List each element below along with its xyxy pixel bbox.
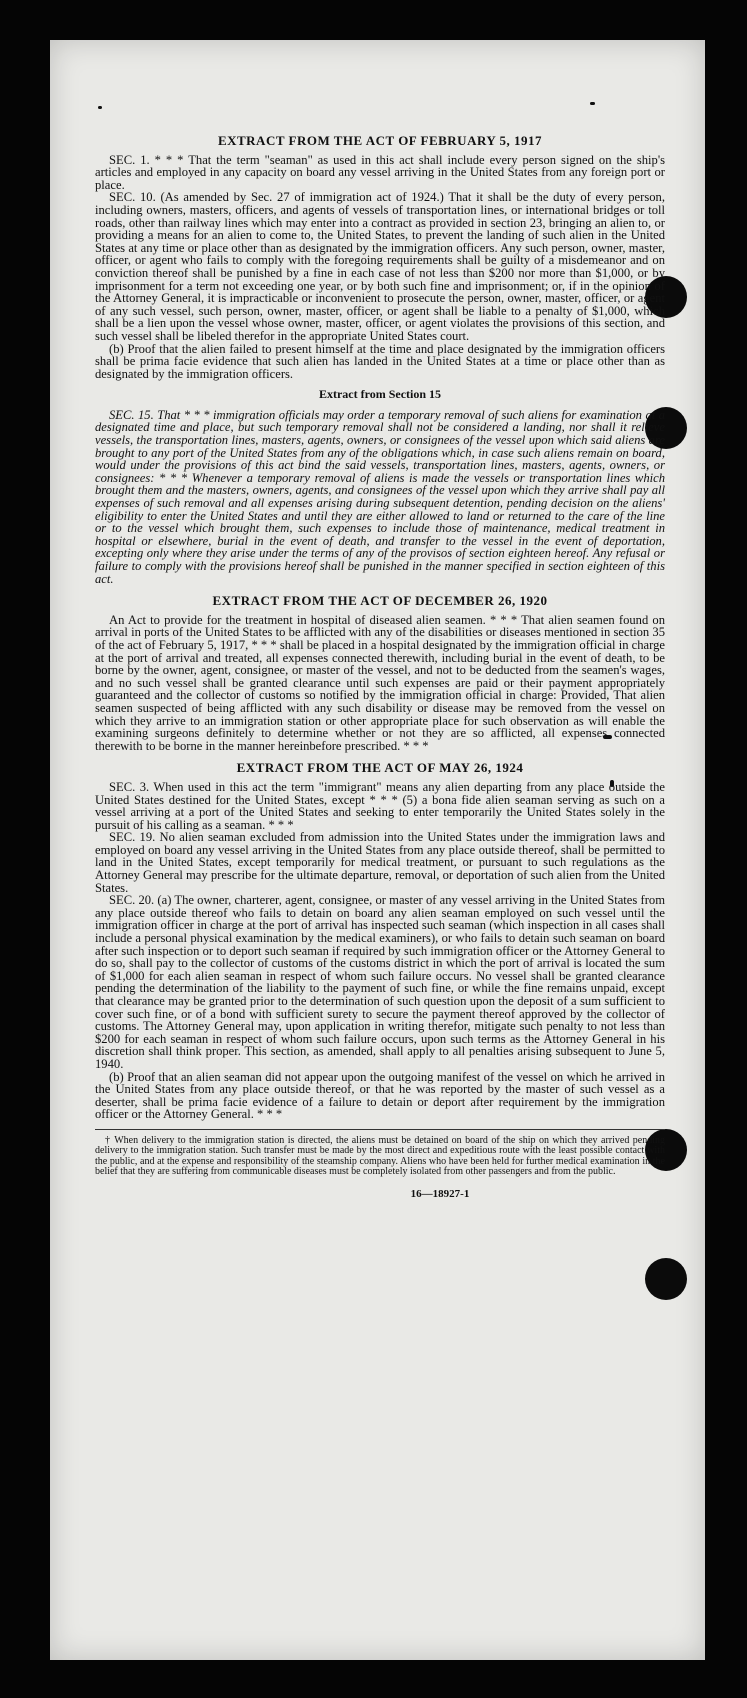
section-10: SEC. 10. (As amended by Sec. 27 of immigration act of 1924.) That it shall be the duty of every person, including owners, masters, officers, and agents of vessels of transportation lines, or international bridges or toll roads, other than railway lines which may enter into a contract as provided in section 23, bringing an alien to, or providing a means for an alien to come to, the United States, to prevent the landing of such alien in the United States at any time or place other than as designated by the immigration officers. Any such person, owner, master, officer, or agent who fails to comply with the foregoing requirements shall be guilty of a misdemeanor and on conviction thereof shall be punished by a fine in each case of not less than $200 nor more than $1,000, or by imprisonment for a term not exceeding one year, or by both such fine and imprisonment; or, if in the opinion of the Attorney General, it is impracticable or inconvenient to prosecute the person, owner, master, officer, or agent of any such vessel, such person, owner, master, officer, or agent shall be liable to a penalty of $1,000, which shall be a lien upon the vessel whose owner, master, officer, or agent violates the provisions of this section, and such vessel shall be libeled therefor in the appropriate United States court.	[95, 190, 665, 343]
section-1: SEC. 1. * * * That the term "seaman" as used in this act shall include every person signed on the ship's articles and employed in any capacity on board any vessel arriving in the United States from any foreign port or place.	[95, 152, 665, 192]
heading-act-1917: EXTRACT FROM THE ACT OF FEBRUARY 5, 1917	[217, 133, 543, 148]
section-15: SEC. 15. That * * * immigration officials may order a temporary removal of such aliens for examination at a designated time and place, but such temporary removal shall not be considered a landing, nor shall it relieve vessels, the transportation lines, masters, agents, owners, or consignees of the vessel upon which said aliens are brought to any port of the United States from any of the obligations which, in case such aliens remain on board, would under the provisions of this act bind the said vessels, transportation lines, masters, agents, owners, or consignees: * * * Whenever a temporary removal of aliens is made the vessels or transportation lines which brought them and the masters, owners, agents, and consignees of the vessel upon which they arrive shall pay all expenses of such removal and all expenses arising during subsequent detention, pending decision on the aliens' eligibility to enter the United States and until they are either allowed to land or returned to the care of the line or to the vessel which brought them, such expenses to include those of maintenance, medical treatment in hospital or elsewhere, burial in the event of death, and transfer to the vessel in the event of deportation, excepting only where they arise under the terms of any of the provisos of section eighteen hereof. Any refusal or failure to comply with the provisions hereof shall be punished in the manner specified in section eighteen of this act.	[95, 407, 665, 586]
section-3: SEC. 3. When used in this act the term "immigrant" means any alien departing from any place outside the United States destined for the United States, except * * * (5) a bona fide alien seaman serving as such on a vessel arriving at a port of the United States and seeking to enter temporarily the United States solely in the pursuit of his calling as a seaman. * * *	[95, 779, 665, 832]
heading-act-1920: EXTRACT FROM THE ACT OF DECEMBER 26, 1920	[212, 593, 548, 609]
act-1920-text: An Act to provide for the treatment in hospital of diseased alien seamen. * * * That alien seamen found on arrival in ports of the United States to be afflicted with any of the disabilities or diseases mentioned in section 35 of the act of February 5, 1917, * * * shall be placed in a hospital designated by the immigration official in charge at the port of arrival and treated, all expenses connected therewith, including burial in the event of death, to be borne by the owner, agent, consignee, or master of the vessel, and not to be deducted from the seamen's wages, and no such vessel shall be granted clearance until such expenses are paid or their payment appropriately guaranteed and the collector of customs so notified by the immigration official in charge: Provided, That alien seamen suspected of being afflicted with any such disability or disease may be removed from the vessel on which they arrive to an immigration station or other appropriate place for such observation as will enable the examining surgeons definitely to determine whether or not they are so afflicted, all expenses connected therewith to be borne in the manner hereinbefore prescribed. * * *	[95, 612, 665, 753]
document-text	[95, 125, 665, 1201]
ink-speck	[590, 102, 595, 105]
footnote	[95, 1129, 665, 1178]
punch-hole	[645, 1258, 687, 1300]
form-code: 16—18927-1	[410, 1187, 470, 1200]
section-20b: (b) Proof that an alien seaman did not appear upon the outgoing manifest of the vessel on which he arrived in the United States from any place outside thereof, or that he was reported by the master of such vessel as a deserter, shall be prima facie evidence of a failure to detain or deport after requirement by the immigration officer or the Attorney General. * * *	[95, 1069, 665, 1122]
section-10b: (b) Proof that the alien failed to present himself at the time and place designated by the immigration officers shall be prima facie evidence that such alien has landed in the United States at a time or place other than as designated by the immigration officers.	[95, 341, 665, 381]
footnote-text: † When delivery to the immigration station is directed, the aliens must be detained on board of the ship on which they arrived pending delivery to the immigration station. Such transfer must be made by the most direct and expeditious route with the least possible contact with the public, and at the expense and responsibility of the steamship company. Aliens who have been held for further medical examination in the belief that they are suffering from communicable diseases must be completely isolated from other passengers and from the public.	[95, 1134, 665, 1178]
ink-speck	[98, 106, 102, 109]
heading-act-1924: EXTRACT FROM THE ACT OF MAY 26, 1924	[236, 760, 524, 776]
heading-section-15: Extract from Section 15	[318, 387, 442, 402]
section-20: SEC. 20. (a) The owner, charterer, agent, consignee, or master of any vessel arriving in the United States from any place outside thereof who fails to detain on board any alien seaman employed on such vessel until the immigration officer in charge at the port of arrival has inspected such seaman (which inspection in all cases shall include a personal physical examination by the medical examiners), or who fails to detain such seaman on board after such inspection or to deport such seaman if required by such immigration officer or the Attorney General to do so, shall pay to the collector of customs of the customs district in which the port of arrival is located the sum of $1,000 for each alien seaman in respect of whom such failure occurs. No vessel shall be granted clearance pending the determination of the liability to the payment of such fine, or while the fine remains unpaid, except that clearance may be granted prior to the determination of such question upon the deposit of a sum sufficient to cover such fine, or of a bond with sufficient surety to secure the payment thereof approved by the collector of customs. The Attorney General may, upon application in writing therefor, mitigate such penalty to not less than $200 for each seaman in respect of whom such failure occurs, upon such terms as the Attorney General in his discretion shall think proper. This section, as amended, shall apply to all penalties arising subsequent to June 5, 1940.	[95, 893, 665, 1071]
section-19: SEC. 19. No alien seaman excluded from admission into the United States under the immigration laws and employed on board any vessel arriving in the United States from any place outside thereof, shall be permitted to land in the United States, except temporarily for medical treatment, or pursuant to such regulations as the Attorney General may prescribe for the ultimate departure, removal, or deportation of such alien from the United States.	[95, 830, 665, 895]
document-page	[50, 40, 705, 1660]
